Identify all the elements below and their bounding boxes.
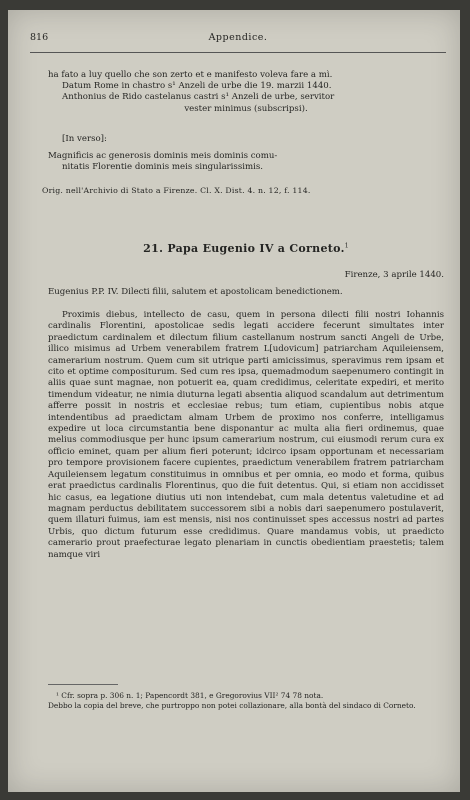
document-date: Firenze, 3 aprile 1440. — [344, 270, 444, 280]
text-line: Anthonius de Rido castelanus castri s¹ Anzeli de urbe, servitor — [62, 92, 335, 103]
footnote-marker: 1 — [344, 242, 349, 250]
text-line: Datum Rome in chastro s¹ Anzeli de urbe die 19. marzii 1440. — [62, 81, 332, 92]
running-title: Appendice. — [208, 32, 268, 43]
verso-label: [In verso]: — [62, 134, 107, 144]
footnote-rule — [48, 684, 118, 685]
document-body: Proximis diebus, intellecto de casu, quem in persona dilecti filii nostri Iohannis cardinalis Florentini, apostolicae sedis legati accidere fecerunt simultates inter praedictum cardinalem et dilectum filium castellanum nostrum sancti Angeli de Urbe, illico misimus ad Urbem venerabilem fratrem L[udovicum] patriarcham Aquileiensem, camerarium nostrum. Quem cum sit utrique parti amicissimus, speravimus rem ipsam et cito et optime compositurum. Sed cum res ipsa, quemadmodum saepenumero contingit in aliis quae sunt magnae, non potuerit ea, quam credidimus, celeritate expediri, et merito timendum videatur, ne nimia diuturna legati absentia aliquod scandalum aut detrimentum afferre possit in nostris et ecclesiae rebus; tum etiam, cupientibus nobis atque intendentibus ad praedictam almam Urbem de proximo nos conferre, intelligamus expedire ut loca circumstantia bene disponantur ac multa alia fieri ordinemus, quae melius commodiusque per hunc ipsum camerarium nostrum, cui eiusmodi rerum cura ex officio eminet, quam per alium fieri poterunt; idcirco ipsam opportunam et necessariam pro tempore provisionem facere cupientes, praedictum venerabilem fratrem patriarcham Aquileiensem legatum constituimus in omnibus et per omnia, eo modo et forma, quibus erat praedictus cardinalis Florentinus, quo die fuit detentus. Qui, si etiam non accidisset hic casus, ea legatione diutius uti non intendebat, cum mala detentus valetudine et ad magnam perductus debilitatem successorem sibi a nobis dari saepenumero postulaverit, quem illaturi fuimus, iam est mensis, nisi nos continuisset spes accessus nostri ad partes Urbis, quo dictum futurum esse credidimus. Quare mandamus vobis, ut praedicto camerario prout praefecturae legato plenariam in cunctis obedientiam praestetis; talem namque viri — [48, 310, 444, 560]
text-line: ha fato a luy quello che son zerto et e manifesto voleva fare a mì. — [48, 70, 333, 80]
salutation: Eugenius P.P. IV. Dilecti filii, salutem et apostolicam benedictionem. — [48, 287, 343, 297]
text-line: nitatis Florentie dominis meis singularissimis. — [62, 162, 264, 173]
header-rule — [30, 52, 446, 53]
document-title: 21. Papa Eugenio IV a Corneto.$^1$ — [143, 242, 349, 255]
previous-document-ending — [48, 70, 444, 115]
page-number: 816 — [30, 32, 49, 43]
address-block — [48, 151, 444, 173]
book-page — [8, 10, 460, 792]
archival-source: Orig. nell'Archivio di Stato a Firenze. Cl. X. Dist. 4. n. 12, f. 114. — [42, 186, 311, 195]
text-line: Magnificis ac generosis dominis meis dominis comu- — [48, 151, 278, 161]
footnote: ¹ Cfr. sopra p. 306 n. 1; Papencordt 381, e Gregorovius VII² 74 78 nota. Debbo la copia del breve, che purtroppo non potei collazionare, alla bontà del sindaco di Corneto. — [48, 691, 416, 710]
text-line: vester minimus (subscripsi). — [184, 103, 308, 114]
running-header — [30, 32, 446, 48]
